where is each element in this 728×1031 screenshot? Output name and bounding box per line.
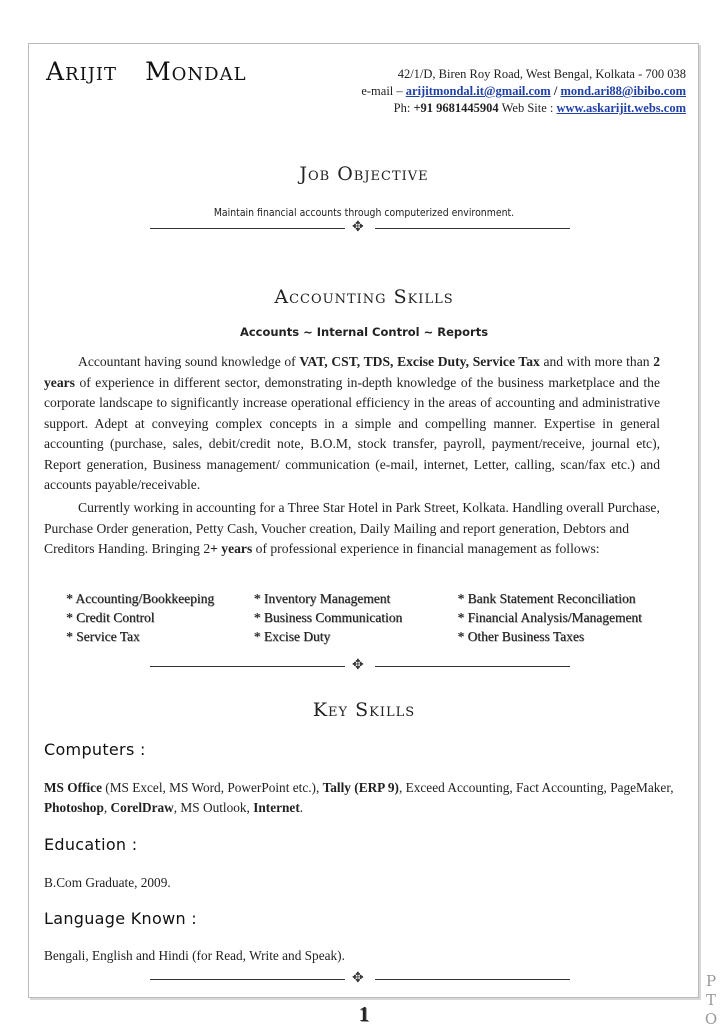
computers-text-part: , — [103, 800, 111, 815]
section-divider — [150, 660, 570, 672]
skills-grid — [66, 591, 686, 648]
computers-text-part: Tally (ERP 9) — [322, 780, 399, 795]
key-skills-title: Key Skills — [312, 699, 416, 721]
candidate-name — [46, 57, 275, 86]
accounting-skills-title: Accounting Skills — [274, 286, 454, 308]
education-heading: Education : — [44, 835, 138, 854]
accounting-subtitle: Accounts ~ Internal Control ~ Reports — [239, 325, 489, 339]
computers-text-part: Photoshop — [44, 800, 104, 815]
website-link[interactable]: www.askarijit.webs.com — [556, 101, 686, 115]
computers-text-part: , Exceed Accounting, Fact Accounting, PageMaker, — [398, 780, 674, 795]
contact-block — [361, 66, 686, 117]
accounting-paragraph-2: Currently working in accounting for a Three Star Hotel in Park Street, Kolkata. Handling overall Purchase, Purchase Order generation, Petty Cash, Voucher creation, Daily Mailing and report generation, Debtors and Creditors Handing. Bringing 2+ years of professional experience in financial management as follows: — [44, 500, 660, 556]
skills-row: * Credit Control * Business Communication * Financial Analysis/Management — [66, 610, 642, 625]
education-text: B.Com Graduate, 2009. — [44, 875, 171, 890]
ornament-icon: ✥ — [352, 971, 364, 986]
computers-heading: Computers : — [44, 740, 146, 759]
language-heading: Language Known : — [44, 909, 197, 928]
ornament-icon: ✥ — [352, 220, 364, 235]
language-text: Bengali, English and Hindi (for Read, Write and Speak). — [44, 948, 345, 963]
computers-text-part: . — [299, 800, 304, 815]
ornament-icon: ✥ — [352, 658, 364, 673]
skills-row: * Service Tax * Excise Duty * Other Business Taxes — [66, 629, 585, 644]
section-divider — [150, 222, 570, 234]
pto-marker: P T O — [704, 972, 718, 1028]
computers-text-part: CorelDraw — [110, 800, 174, 815]
computers-text-part: Internet — [253, 800, 300, 815]
skills-row: * Accounting/Bookkeeping * Inventory Management * Bank Statement Reconciliation — [66, 591, 636, 606]
accounting-paragraph-1: Accountant having sound knowledge of VAT, CST, TDS, Excise Duty, Service Tax and with more than 2 years of experience in different sector, demonstrating in-depth knowledge of the business marketplace and the corporate landscape to significantly increase operational efficiency in the areas of accounting and administrative support. Adept at conveying complex concepts in a simple and compelling manner. Expertise in general accounting (purchase, sales, debit/credit note, B.O.M, stock transfer, payroll, payment/receive, journal etc), Report generation, Business management/ communication (e-mail, internet, Letter, calling, scan/fax etc.) and accounts payable/receivable. — [44, 354, 660, 492]
section-divider — [150, 973, 570, 985]
job-objective-text: Maintain financial accounts through computerized environment. — [213, 206, 515, 219]
computers-text-part: MS Office — [44, 780, 102, 795]
phone-line: Ph: +91 9681445904 Web Site : www.askarijit.webs.com — [393, 101, 686, 115]
page-number: 1 — [358, 1002, 370, 1026]
first-name: Arijit — [46, 57, 118, 86]
email-line: e-mail – arijitmondal.it@gmail.com / mond.ari88@ibibo.com — [361, 84, 686, 98]
email-link-1[interactable]: arijitmondal.it@gmail.com — [405, 84, 551, 98]
computers-text — [44, 778, 684, 818]
address: 42/1/D, Biren Roy Road, West Bengal, Kolkata - 700 038 — [397, 67, 686, 81]
last-name: Mondal — [145, 57, 247, 86]
computers-text-part: (MS Excel, MS Word, PowerPoint etc.), — [101, 780, 323, 795]
job-objective-title: Job Objective — [299, 163, 429, 185]
phone-number: +91 9681445904 — [413, 101, 499, 115]
computers-text-part: , MS Outlook, — [173, 800, 254, 815]
email-link-2[interactable]: mond.ari88@ibibo.com — [560, 84, 686, 98]
